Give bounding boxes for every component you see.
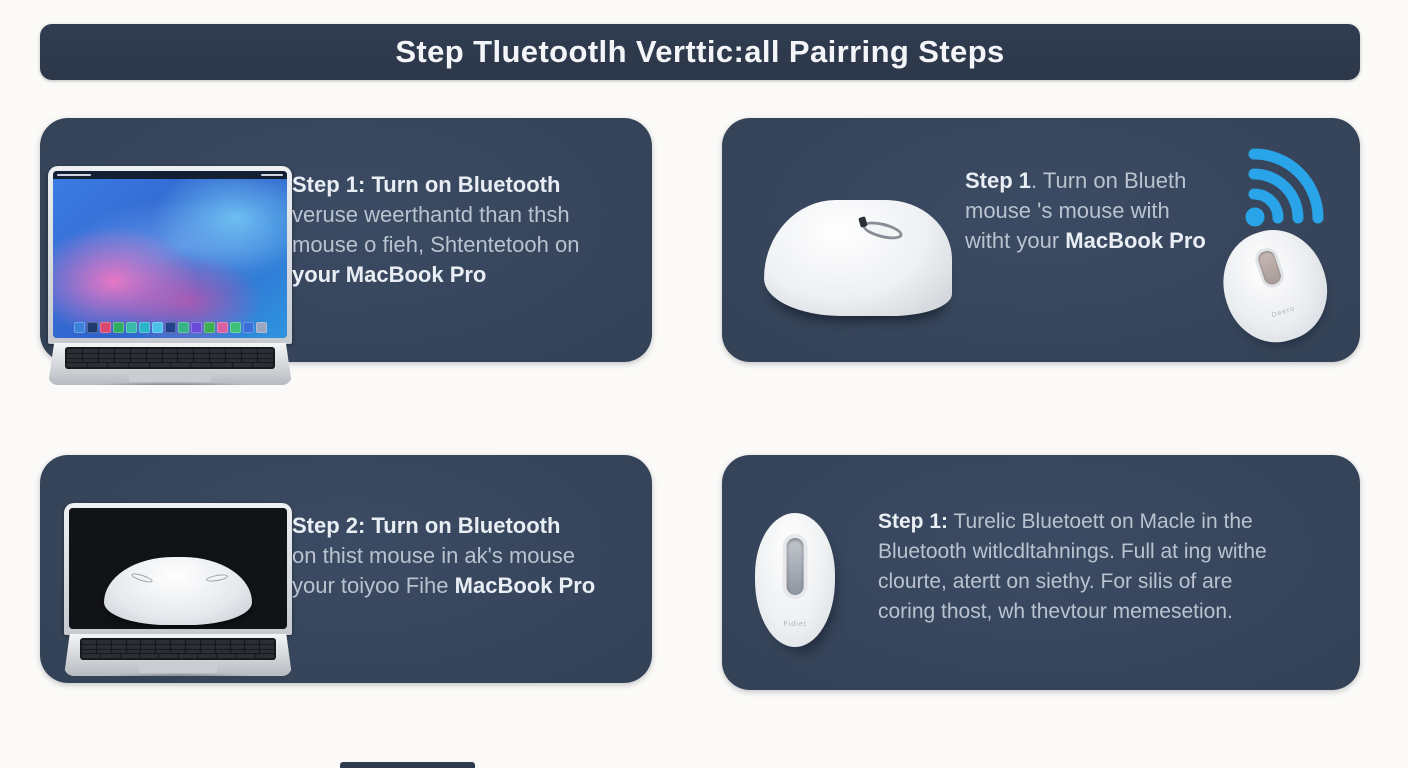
step1c-body-line: Bluetooth witlcdltahnings. Full at ing withe: [878, 540, 1267, 563]
step2-heading: Step 2: Turn on Bluetooth: [292, 513, 561, 538]
bottom-edge-bar: [340, 762, 475, 768]
mouse-brand-label: Deero: [1271, 305, 1297, 320]
step1-heading: Step 1: Turn on Bluetooth: [292, 172, 561, 197]
step1b-body-line: mouse 's mouse with: [965, 198, 1170, 223]
step1-body-line: veruse weerthantd than thsh: [292, 202, 570, 227]
step1c-body-line: clourte, atertt on siethy. For silis of are: [878, 570, 1233, 593]
wireless-mouse-side-view: [764, 200, 952, 316]
laptop-keyboard-base: [48, 343, 292, 385]
mouse-scroll-wheel: [787, 538, 804, 594]
step1b-text-block: [965, 166, 1206, 256]
panel-step1-laptop: [40, 118, 652, 362]
step1-text-block: [292, 170, 579, 290]
step1b-heading: Step 1. Turn on Blueth: [965, 168, 1187, 193]
menu-bar: [53, 171, 287, 179]
mouse-scroll-wheel: [1256, 249, 1283, 286]
step1c-heading: Step 1: Turelic Bluetoett on Macle in the: [878, 510, 1253, 533]
mouse-brand-label: Fidiet: [783, 621, 807, 629]
panel-step2-laptop-mouse: [40, 455, 652, 683]
panel-step1-vertical-mouse: [722, 455, 1360, 690]
macbook-illustration: [48, 166, 292, 385]
page-title: Step Tluetootlh Verttic:all Pairring Steps: [395, 34, 1005, 69]
laptop-shadow: [69, 671, 288, 683]
laptop-keyboard-base: [64, 634, 292, 676]
wireless-mouse-vertical-view: [755, 513, 835, 647]
laptop-screen: [48, 166, 292, 344]
laptop-screen: [64, 503, 292, 635]
wifi-bluetooth-icon: [1234, 146, 1334, 238]
step1-device-line: your MacBook Pro: [292, 262, 487, 287]
macbook-with-mouse-illustration: [64, 503, 292, 676]
mouse-scroll-wheel: [861, 218, 905, 243]
step1b-device-line: witht your MacBook Pro: [965, 228, 1206, 253]
step2-body-line: on thist mouse in ak's mouse: [292, 543, 576, 568]
title-bar: [40, 24, 1360, 80]
step1c-text-block: [878, 507, 1267, 627]
step1c-body-line: coring thost, wh thevtour memesetion.: [878, 600, 1233, 623]
keyboard: [65, 347, 275, 369]
desktop-wallpaper: [53, 171, 287, 338]
laptop-shadow: [53, 380, 287, 392]
panel-step1-mouse: [722, 118, 1360, 362]
step1-body-line: mouse o fieh, Shtentetooh on: [292, 232, 580, 257]
dock-icons: [57, 320, 283, 334]
step2-device-line: your toiyoo Fihe MacBook Pro: [292, 573, 596, 598]
keyboard: [80, 638, 276, 660]
step2-text-block: [292, 511, 595, 601]
